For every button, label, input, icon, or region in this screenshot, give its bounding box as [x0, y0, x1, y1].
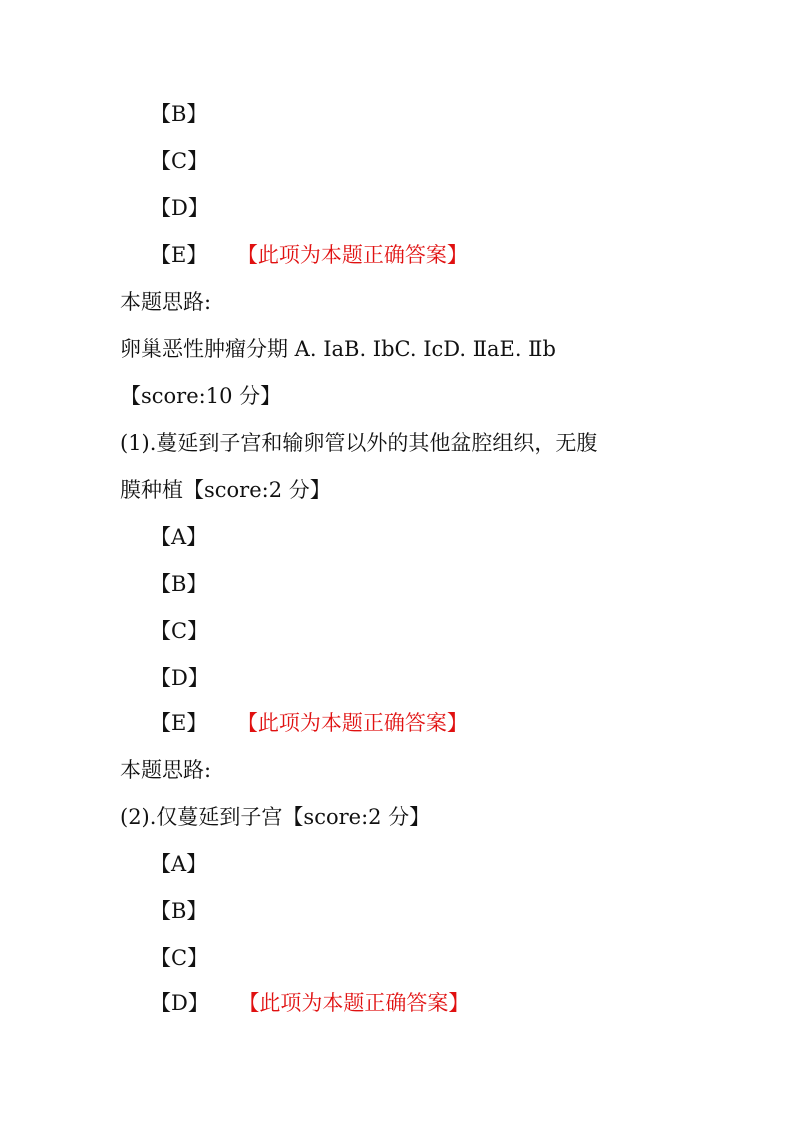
q1-explanation-label: 本题思路: — [120, 758, 212, 782]
correct-answer-marker: 【此项为本题正确答案】 — [248, 991, 470, 1015]
correct-answer-marker: 【此项为本题正确答案】 — [247, 243, 468, 267]
option-c: 【C】 — [150, 149, 209, 173]
q1-option-d: 【D】 — [150, 666, 209, 690]
question-1-text: (1).蔓延到子宫和输卵管以外的其他盆腔组织，无腹 — [120, 431, 598, 455]
option-e: 【E】 【此项为本题正确答案】 — [150, 243, 468, 267]
q1-option-e: 【E】 【此项为本题正确答案】 — [150, 711, 468, 735]
explanation-text: 卵巢恶性肿瘤分期 A. IaB. IbC. IcD. ⅡaE. Ⅱb — [120, 337, 556, 361]
q2-option-d: 【D】 【此项为本题正确答案】 — [150, 991, 470, 1015]
q1-option-a: 【A】 — [150, 525, 208, 549]
q2-option-b: 【B】 — [150, 899, 208, 923]
explanation-label: 本题思路: — [120, 290, 212, 314]
question-1-text-cont: 膜种植【score:2 分】 — [120, 478, 331, 502]
option-d: 【D】 — [150, 196, 209, 220]
q1-option-b: 【B】 — [150, 572, 208, 596]
q2-option-a: 【A】 — [150, 852, 208, 876]
option-b: 【B】 — [150, 102, 208, 126]
group-score: 【score:10 分】 — [120, 384, 282, 408]
correct-answer-marker: 【此项为本题正确答案】 — [247, 711, 468, 735]
question-2-text: (2).仅蔓延到子宫【score:2 分】 — [120, 805, 431, 829]
q2-option-c: 【C】 — [150, 946, 209, 970]
q1-option-c: 【C】 — [150, 619, 209, 643]
